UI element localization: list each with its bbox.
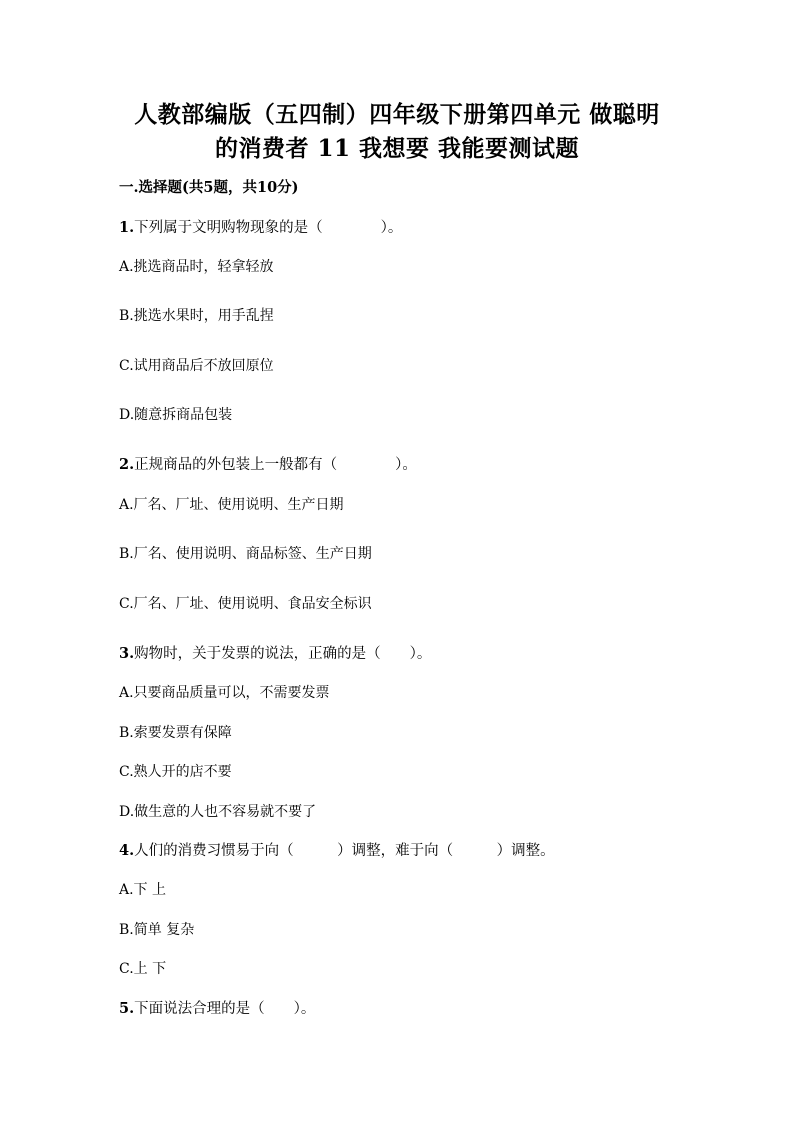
question-4: [119, 841, 555, 861]
question-4-option-c: C.上 下: [119, 961, 167, 977]
question-stem: 下面说法合理的是（ ）。: [134, 1001, 316, 1017]
question-number: 4.: [119, 842, 135, 859]
document-title-line-1: 人教部编版（五四制）四年级下册第四单元 做聪明: [134, 101, 660, 128]
question-2-option-c: C.厂名、厂址、使用说明、食品安全标识: [119, 596, 372, 612]
question-1: [119, 218, 402, 238]
question-stem: 购物时，关于发票的说法，正确的是（ ）。: [134, 646, 432, 662]
question-4-option-b: B.简单 复杂: [119, 922, 195, 938]
question-1-option-c: C.试用商品后不放回原位: [119, 358, 274, 374]
question-2-option-a: A.厂名、厂址、使用说明、生产日期: [119, 497, 344, 513]
question-number: 2.: [119, 456, 135, 473]
question-2: [119, 455, 417, 475]
question-3-option-c: C.熟人开的店不要: [119, 764, 232, 780]
question-5: [119, 999, 315, 1019]
question-1-option-d: D.随意拆商品包装: [119, 407, 233, 423]
section-heading: 一.选择题(共5题，共10分): [119, 179, 299, 196]
question-3: [119, 644, 431, 664]
question-2-option-b: B.厂名、使用说明、商品标签、生产日期: [119, 546, 372, 562]
question-number: 1.: [119, 219, 135, 236]
document-title-line-2: 的消费者 11 我想要 我能要测试题: [214, 135, 580, 162]
question-1-option-b: B.挑选水果时，用手乱捏: [119, 308, 274, 324]
question-number: 5.: [119, 1000, 135, 1017]
question-stem: 人们的消费习惯易于向（ ）调整，难于向（ ）调整。: [134, 843, 555, 859]
question-3-option-d: D.做生意的人也不容易就不要了: [119, 804, 317, 820]
question-number: 3.: [119, 645, 135, 662]
question-3-option-a: A.只要商品质量可以，不需要发票: [119, 685, 330, 701]
question-stem: 正规商品的外包装上一般都有（ ）。: [134, 457, 417, 473]
question-stem: 下列属于文明购物现象的是（ ）。: [134, 220, 403, 236]
question-3-option-b: B.索要发票有保障: [119, 725, 232, 741]
question-4-option-a: A.下 上: [119, 882, 167, 898]
question-1-option-a: A.挑选商品时，轻拿轻放: [119, 259, 274, 275]
